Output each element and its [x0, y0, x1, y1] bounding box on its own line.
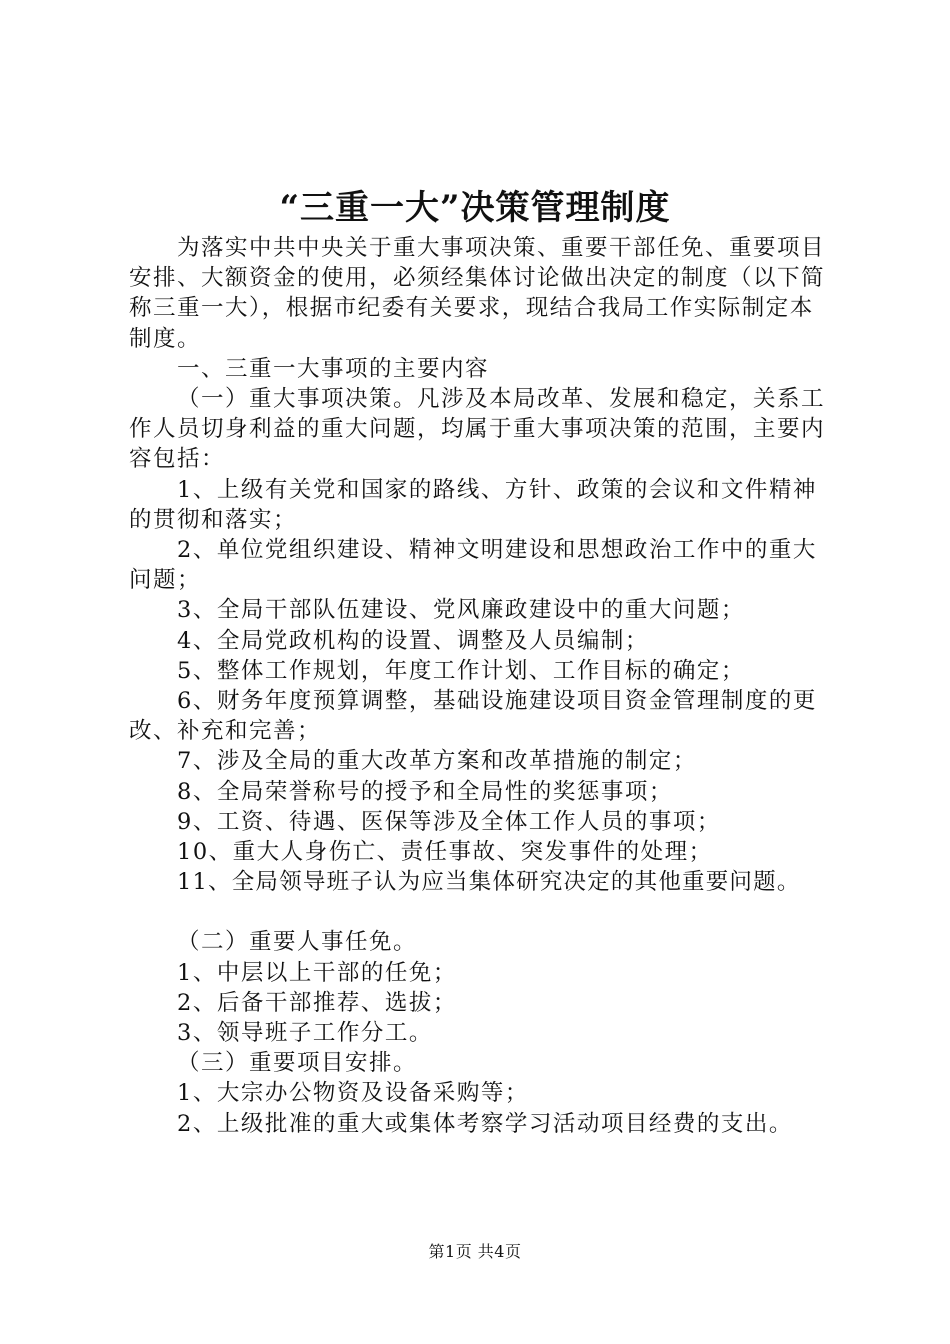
list-item-decision-5: 5、整体工作规划，年度工作计划、工作目标的确定； — [177, 657, 745, 684]
page-footer: 第1页 共4页 — [428, 1242, 522, 1261]
list-item-project-1: 1、大宗办公物资及设备采购等； — [177, 1080, 529, 1107]
list-item-project-2: 2、上级批准的重大或集体考察学习活动项目经费的支出。 — [177, 1110, 793, 1137]
list-item-decision-9: 9、工资、待遇、医保等涉及全体工作人员的事项； — [177, 808, 721, 835]
list-item-decision-3: 3、全局干部队伍建设、党风廉政建设中的重大问题； — [177, 597, 745, 624]
document-body — [129, 233, 829, 1139]
subsection-heading-personnel: （二）重要人事任免。 — [177, 929, 418, 956]
list-item-decision-1: 1、上级有关党和国家的路线、方针、政策的会议和文件精神的贯彻和落实； — [129, 476, 817, 533]
section-heading-1: 一、三重一大事项的主要内容 — [177, 355, 490, 382]
list-item-decision-4: 4、全局党政机构的设置、调整及人员编制； — [177, 627, 649, 654]
list-item-decision-7: 7、涉及全局的重大改革方案和改革措施的制定； — [177, 748, 697, 775]
subsection-heading-projects: （三）重要项目安排。 — [177, 1050, 418, 1077]
list-item-personnel-2: 2、后备干部推荐、选拔； — [177, 989, 457, 1016]
document-title: “三重一大”决策管理制度 — [279, 188, 671, 228]
list-item-decision-6: 6、财务年度预算调整，基础设施建设项目资金管理制度的更改、补充和完善； — [129, 688, 817, 745]
list-item-personnel-3: 3、领导班子工作分工。 — [177, 1020, 433, 1047]
intro-paragraph: 为落实中共中央关于重大事项决策、重要干部任免、重要项目安排、大额资金的使用，必须经集体讨论做出决定的制度（以下简称三重一大），根据市纪委有关要求，现结合我局工作实际制定本制度。 — [129, 235, 826, 352]
list-item-decision-11: 11、全局领导班子认为应当集体研究决定的其他重要问题。 — [177, 869, 801, 896]
list-item-decision-8: 8、全局荣誉称号的授予和全局性的奖惩事项； — [177, 778, 673, 805]
subsection-heading-major-decisions: （一）重大事项决策。凡涉及本局改革、发展和稳定，关系工作人员切身利益的重大问题，均属于重大事项决策的范围，主要内容包括： — [129, 386, 826, 473]
paragraph-spacer — [129, 897, 829, 927]
list-item-decision-10: 10、重大人身伤亡、责任事故、突发事件的处理； — [177, 839, 713, 866]
list-item-personnel-1: 1、中层以上干部的任免； — [177, 959, 457, 986]
list-item-decision-2: 2、单位党组织建设、精神文明建设和思想政治工作中的重大问题； — [129, 537, 817, 594]
